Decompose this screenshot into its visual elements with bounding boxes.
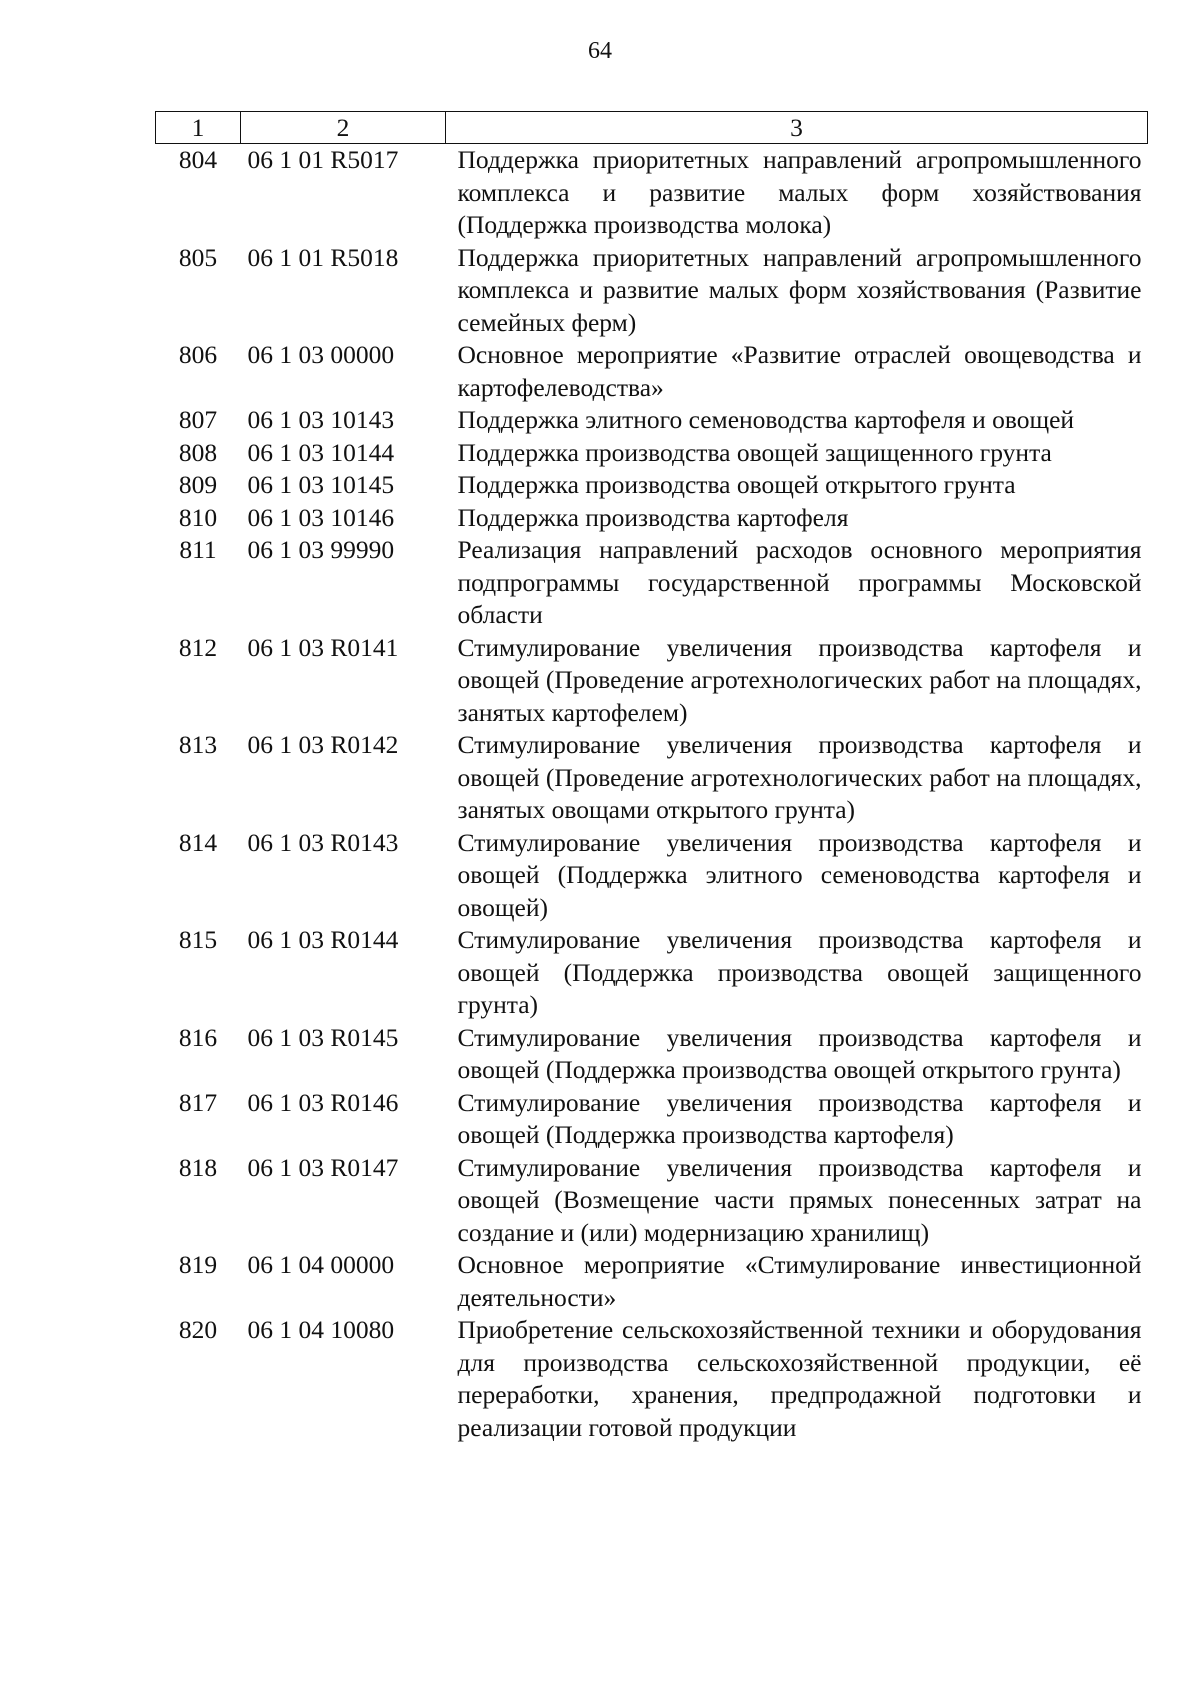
row-description: Поддержка приоритетных направлений агропромышленного комплекса и развитие малых форм хозяйствования (Развитие семейных ферм) (457, 242, 1142, 337)
row-number: 820 (178, 1315, 218, 1344)
row-number: 813 (178, 730, 218, 759)
header-cell-1: 1 (156, 112, 241, 144)
row-number: 807 (178, 405, 218, 434)
table-row (156, 242, 1148, 340)
row-number: 816 (178, 1022, 218, 1052)
row-description: Стимулирование увеличения производства картофеля и овощей (Проведение агротехнологических работ на площадях, занятых овощами открытого грунта) (457, 730, 1142, 824)
row-number: 811 (179, 535, 217, 564)
row-description: Стимулирование увеличения производства картофеля и овощей (Проведение агротехнологических работ на площадях, занятых картофелем) (457, 632, 1142, 727)
table-row (156, 144, 1148, 242)
row-description: Поддержка производства картофеля (457, 502, 849, 532)
page-number: 64 (588, 38, 612, 64)
row-number: 804 (178, 145, 218, 174)
table-row (156, 404, 1148, 437)
row-code: 06 1 03 R0146 (247, 1087, 399, 1117)
header-cell-2: 2 (241, 112, 446, 144)
row-number: 806 (178, 340, 218, 369)
row-code: 06 1 03 R0145 (247, 1022, 399, 1052)
row-code: 06 1 03 10144 (247, 437, 395, 467)
budget-classification-table (155, 111, 1148, 1444)
row-description: Стимулирование увеличения производства картофеля и овощей (Поддержка производства овощей защищенного грунта) (457, 925, 1142, 1019)
row-number: 810 (178, 502, 218, 532)
row-description: Поддержка приоритетных направлений агропромышленного комплекса и развитие малых форм хозяйствования (Поддержка производства молока) (457, 145, 1142, 239)
table-row (156, 437, 1148, 470)
row-code: 06 1 03 10143 (247, 405, 395, 434)
row-number: 812 (178, 632, 218, 662)
row-description: Стимулирование увеличения производства картофеля и овощей (Поддержка производства овощей открытого грунта) (457, 1022, 1142, 1084)
row-code: 06 1 03 99990 (247, 535, 395, 564)
row-code: 06 1 03 R0147 (247, 1152, 399, 1182)
row-code: 06 1 03 10145 (247, 470, 395, 499)
row-description: Стимулирование увеличения производства картофеля и овощей (Возмещение части прямых понесенных затрат на создание и (или) модернизацию хранилищ) (457, 1152, 1142, 1247)
row-code: 06 1 04 00000 (247, 1250, 395, 1279)
table-row (156, 502, 1148, 535)
table-row (156, 1152, 1148, 1250)
table-row (156, 469, 1148, 502)
row-number: 818 (178, 1152, 218, 1182)
table-row (156, 924, 1148, 1022)
row-code: 06 1 03 10146 (247, 502, 395, 532)
row-description: Основное мероприятие «Развитие отраслей овощеводства и картофелеводства» (457, 340, 1142, 402)
row-number: 815 (178, 925, 218, 954)
table-row (156, 632, 1148, 730)
row-number: 819 (178, 1250, 218, 1279)
row-number: 809 (178, 470, 218, 499)
table-row (156, 1249, 1148, 1314)
table-row (156, 1087, 1148, 1152)
table-header (156, 112, 1148, 144)
row-description: Приобретение сельскохозяйственной техники и оборудования для производства сельскохозяйственной продукции, её переработки, хранения, предпродажной подготовки и реализации готовой продукции (457, 1315, 1142, 1442)
row-code: 06 1 01 R5018 (247, 242, 399, 272)
table-row (156, 1022, 1148, 1087)
row-number: 814 (178, 827, 218, 857)
row-description: Поддержка производства овощей открытого грунта (457, 470, 1016, 499)
row-number: 808 (178, 437, 218, 467)
row-code: 06 1 03 R0144 (247, 925, 399, 954)
row-code: 06 1 03 R0142 (247, 730, 399, 759)
header-row (156, 112, 1148, 144)
table-row (156, 1314, 1148, 1444)
table-row (156, 339, 1148, 404)
header-cell-3: 3 (446, 112, 1148, 144)
row-code: 06 1 03 00000 (247, 340, 395, 369)
row-description: Основное мероприятие «Стимулирование инвестиционной деятельности» (457, 1250, 1142, 1312)
row-number: 805 (178, 242, 218, 272)
row-description: Стимулирование увеличения производства картофеля и овощей (Поддержка производства картофеля) (457, 1087, 1142, 1149)
table-row (156, 534, 1148, 632)
row-description: Поддержка элитного семеноводства картофеля и овощей (457, 405, 1075, 434)
row-description: Стимулирование увеличения производства картофеля и овощей (Поддержка элитного семеноводства картофеля и овощей) (457, 827, 1142, 922)
row-description: Поддержка производства овощей защищенного грунта (457, 437, 1052, 467)
table-row (156, 827, 1148, 925)
row-code: 06 1 04 10080 (247, 1315, 395, 1344)
table-row (156, 729, 1148, 827)
row-description: Реализация направлений расходов основного мероприятия подпрограммы государственной программы Московской области (457, 535, 1142, 629)
row-code: 06 1 01 R5017 (247, 145, 399, 174)
row-code: 06 1 03 R0141 (247, 632, 399, 662)
row-number: 817 (178, 1087, 218, 1117)
row-code: 06 1 03 R0143 (247, 827, 399, 857)
table-body (156, 144, 1148, 1445)
